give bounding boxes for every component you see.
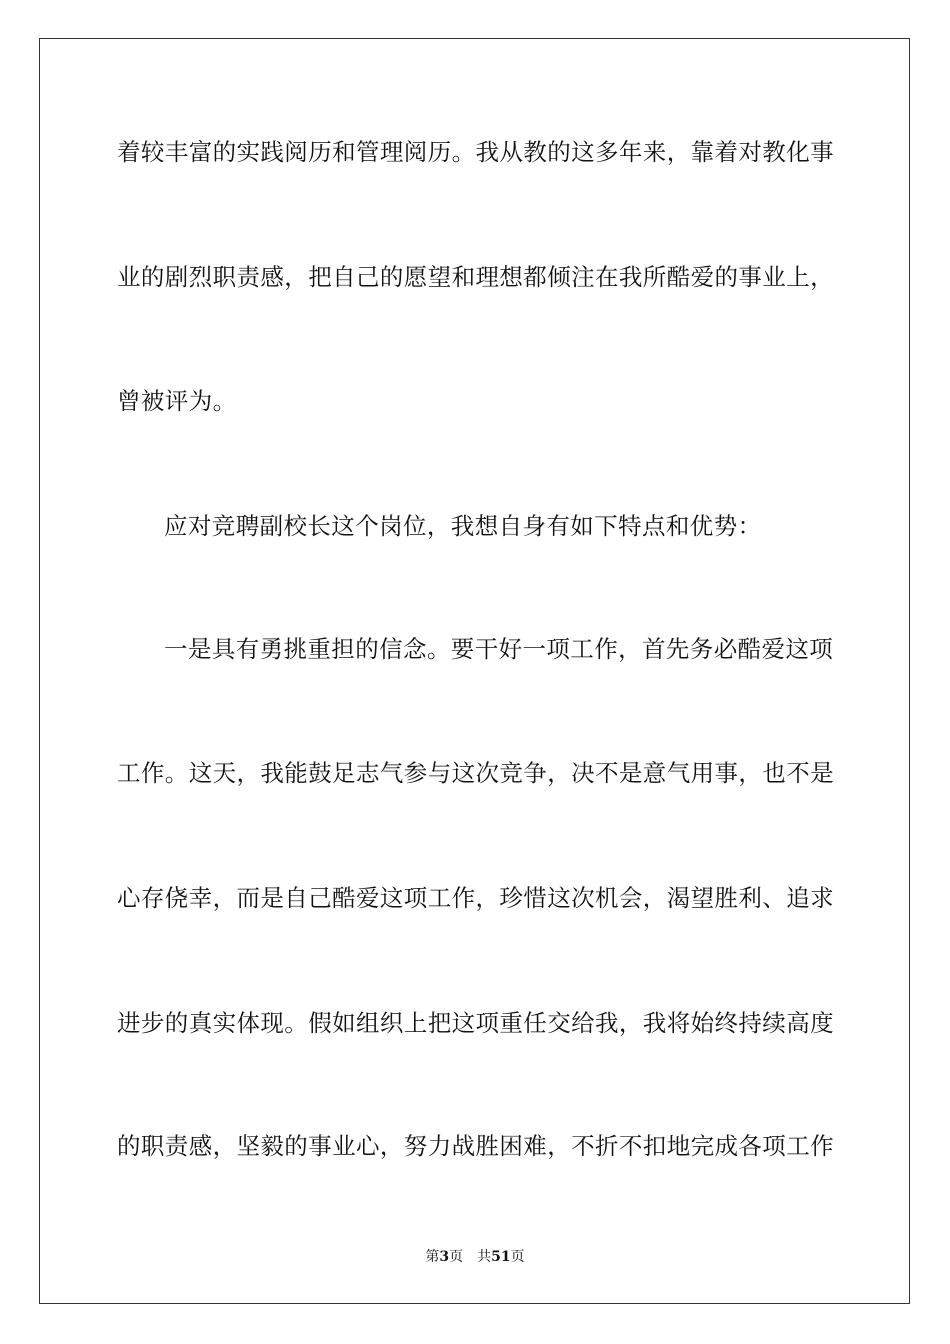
- page-number: 3: [439, 1249, 450, 1265]
- page-suffix: 页: [449, 1249, 464, 1265]
- text-line-8: 进步的真实体现。假如组织上把这项重任交给我，我将始终持续高度: [117, 1009, 834, 1037]
- text-line-4: 应对竞聘副校长这个岗位，我想自身有如下特点和优势：: [164, 512, 762, 540]
- page-prefix: 第: [425, 1249, 440, 1265]
- text-line-5: 一是具有勇挑重担的信念。要干好一项工作，首先务必酷爱这项: [164, 635, 834, 663]
- text-line-6: 工作。这天，我能鼓足志气参与这次竞争，决不是意气用事，也不是: [117, 759, 834, 787]
- text-line-1: 着较丰富的实践阅历和管理阅历。我从教的这多年来，靠着对教化事: [117, 138, 834, 166]
- page-border: [39, 38, 910, 1304]
- text-line-7: 心存侥幸，而是自己酷爱这项工作，珍惜这次机会，渴望胜利、追求: [117, 884, 834, 912]
- text-line-3: 曾被评为。: [117, 387, 237, 415]
- total-pages: 51: [491, 1249, 511, 1265]
- text-line-9: 的职责感，坚毅的事业心，努力战胜困难，不折不扣地完成各项工作: [117, 1132, 834, 1160]
- text-line-2: 业的剧烈职责感，把自己的愿望和理想都倾注在我所酷爱的事业上，: [117, 263, 834, 291]
- total-suffix: 页: [510, 1249, 525, 1265]
- total-prefix: 共: [477, 1249, 492, 1265]
- page-footer: [0, 1246, 950, 1266]
